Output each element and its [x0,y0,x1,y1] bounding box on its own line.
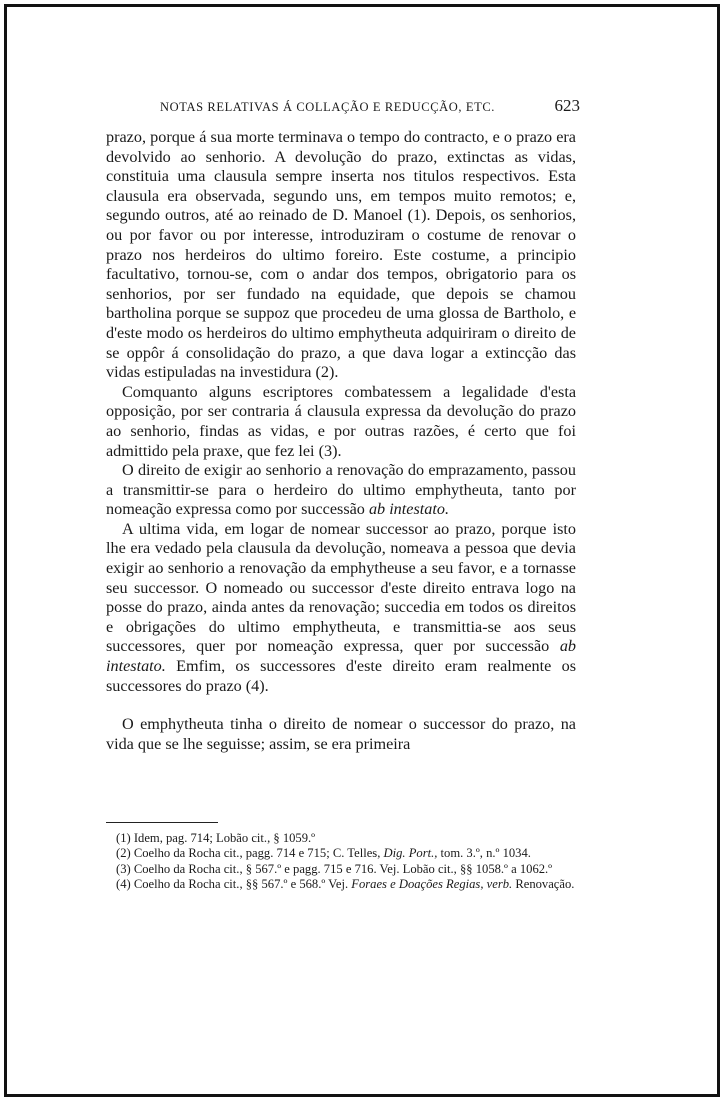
paragraph-4-tail: Emfim, os successores d'este direito eram realmente os successores do prazo (4). [106,657,577,695]
paragraph-4 [106,520,576,696]
paragraph-4-latin: ab intestato. [106,637,576,676]
footnote-4-text: (4) Coelho da Rocha cit., §§ 567.º e 568.º Vej. [116,877,349,892]
footnote-4-tail: Renovação. [515,877,575,892]
footnote-2-text: (2) Coelho da Rocha cit., pagg. 714 e 715; C. Telles, [116,846,381,861]
footnote-3: (3) Coelho da Rocha cit., § 567.º e pagg. 715 e 716. Vej. Lobão cit., §§ 1058.º a 1062.º [116,861,553,876]
footnote-1: (1) Idem, pag. 714; Lobão cit., § 1059.º [116,831,316,845]
paragraph-5: O emphytheuta tinha o direito de nomear o successor do prazo, na vida que se lhe seguisse; assim, se era primeira [106,715,576,753]
footnote-rule [106,822,218,823]
header-title: NOTAS RELATIVAS Á COLLAÇÃO E REDUCÇÃO, ETC. [160,100,495,114]
footnote-4-work: Foraes e Doações Regias, verb. [351,877,513,892]
paragraph-3 [106,461,576,520]
paragraph-3-latin: ab intestato. [368,500,449,519]
paragraph-4-text: A ultima vida, em logar de nomear successor ao prazo, porque isto lhe era vedado pela clausula da devolução, nomeava a pessoa que devia exigir ao senhorio a renovação da emphytheuse a seu favor, e a tornasse seu successor. O nomeado ou successor d'este direito entrava logo na posse do prazo, ainda antes da renovação; succedia em todos os direitos e obrigações do ultimo emphytheuta, e transmittia-se aos seus successores, quer por nomeação expressa, quer por successão [106,519,576,656]
footnote-2 [106,846,576,861]
paragraph-1: prazo, porque á sua morte terminava o tempo do contracto, e o prazo era devolvido ao senhorio. A devolução do prazo, extinctas as vidas, constituia uma clausula sempre inserta nos titulos respectivos. Esta clausula era observada, segundo uns, em tempos muito remotos; e, segundo outros, até ao reinado de D. Manoel (1). Depois, os senhorios, ou por favor ou por interesse, introduziram o costume de renovar o prazo nos herdeiros do ultimo foreiro. Este costume, a principio facultativo, tornou-se, com o andar dos tempos, obrigatorio para os senhorios, por ser fundado na equidade, que depois se chamou bartholina porque se suppoz que procedeu de uma glossa de Bartholo, e d'este modo os herdeiros do ultimo emphytheuta adquiriram o direito de se oppôr á consolidação do prazo, a que dava logar a extincção das vidas estipuladas na investidura (2). [106,128,576,382]
page-number: 623 [554,96,580,115]
paragraph-2: Comquanto alguns escriptores combatessem a legalidade d'esta opposição, por ser contraria á clausula expressa da devolução do prazo ao senhorio, findas as vidas, e por outras razões, é certo que foi admittido pela praxe, que fez lei (3). [106,382,576,460]
paragraph-3-text: O direito de exigir ao senhorio a renovação do emprazamento, passou a transmittir-se para o herdeiro do ultimo emphytheuta, tanto por nomeação expressa como por successão [106,461,576,519]
body-text [106,128,576,754]
footnote-4 [106,877,576,892]
footnote-2-work: Dig. Port., [383,846,438,861]
footnote-2-tail: tom. 3.º, n.º 1034. [440,846,531,861]
footnotes [106,831,576,893]
